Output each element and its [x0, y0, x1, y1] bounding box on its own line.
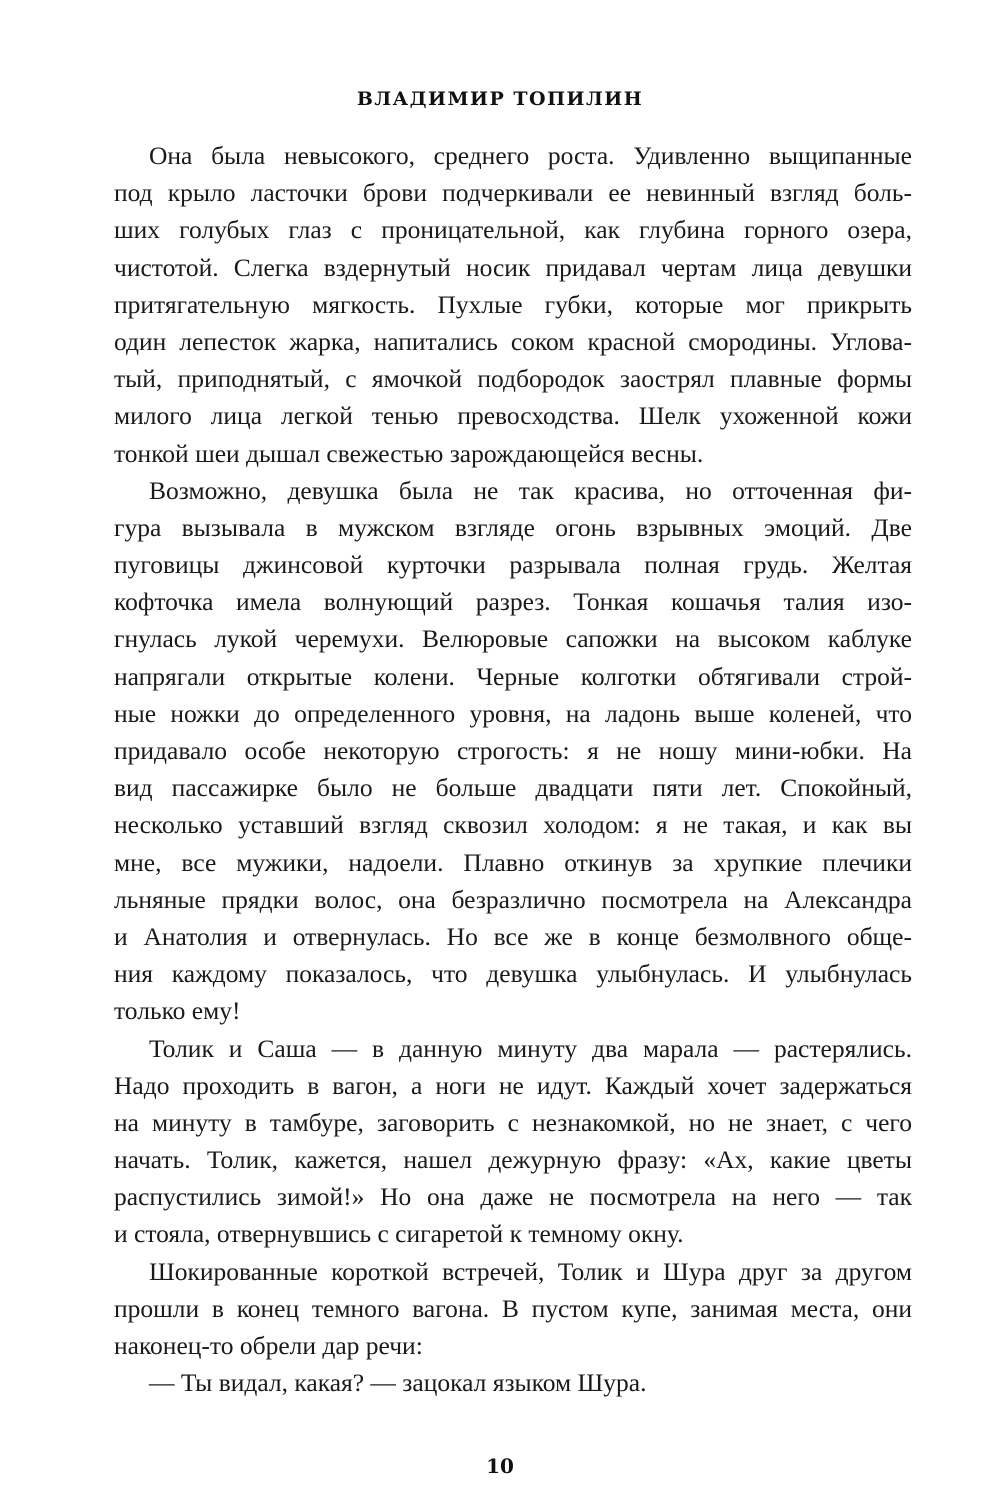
- text-line: ния каждому показалось, что девушка улыбнулась. И улыбнулась: [114, 959, 912, 989]
- text-line: тонкой шеи дышал свежестью зарождающейся весны.: [114, 438, 704, 468]
- paragraph: [114, 137, 912, 472]
- paragraph: [114, 1364, 912, 1401]
- text-line: Шокированные короткой встречей, Толик и Шура друг за другом: [149, 1256, 912, 1286]
- text-line: тый, приподнятый, с ямочкой подбородок заострял плавные формы: [114, 364, 912, 394]
- text-line: Надо проходить в вагон, а ноги не идут. Каждый хочет задержаться: [114, 1070, 912, 1100]
- body-text: [114, 137, 912, 1401]
- text-line: только ему!: [114, 996, 241, 1026]
- text-line: гнулась лукой черемухи. Велюровые сапожки на высоком каблуке: [114, 624, 912, 654]
- text-line: придавало особе некоторую строгость: я не ношу мини-юбки. На: [114, 736, 912, 765]
- text-line: льняные прядки волос, она безразлично посмотрела на Александра: [114, 884, 912, 914]
- text-line: притягательную мягкость. Пухлые губки, которые мог прикрыть: [114, 289, 912, 319]
- text-line: гура вызывала в мужском взгляде огонь взрывных эмоций. Две: [114, 512, 912, 542]
- paragraph: [114, 472, 912, 1030]
- text-line: чистотой. Слегка вздернутый носик придавал чертам лица девушки: [114, 252, 912, 282]
- text-line: напрягали открытые колени. Черные колготки обтягивали строй-: [114, 661, 912, 691]
- text-line: наконец-то обрели дар речи:: [114, 1331, 423, 1360]
- text-line: под крыло ласточки брови подчеркивали ее невинный взгляд боль-: [114, 178, 912, 208]
- text-line: Толик и Саша — в данную минуту два марала — растерялись.: [149, 1033, 912, 1063]
- text-line: и стояла, отвернувшись с сигаретой к темному окну.: [114, 1219, 684, 1249]
- paragraph: [114, 1030, 912, 1253]
- text-line: один лепесток жарка, напитались соком красной смородины. Углова-: [114, 326, 912, 356]
- text-line: вид пассажирке было не больше двадцати пяти лет. Спокойный,: [114, 773, 912, 803]
- text-line: кофточка имела волнующий разрез. Тонкая кошачья талия изо-: [114, 587, 912, 617]
- text-line: пуговицы джинсовой курточки разрывала полная грудь. Желтая: [114, 550, 912, 580]
- page-number: 10: [486, 1454, 514, 1478]
- text-line: мне, все мужики, надоели. Плавно откинув за хрупкие плечики: [114, 847, 912, 877]
- text-line: и Анатолия и отвернулась. Но все же в конце безмолвного обще-: [114, 921, 912, 951]
- running-title: ВЛАДИМИР ТОПИЛИН: [356, 88, 644, 110]
- text-line: милого лица легкой тенью превосходства. Шелк ухоженной кожи: [114, 401, 912, 431]
- text-line: ших голубых глаз с проницательной, как глубина горного озера,: [114, 215, 912, 245]
- text-line: — Ты видал, какая? — зацокал языком Шура.: [149, 1368, 647, 1398]
- text-line: начать. Толик, кажется, нашел дежурную фразу: «Ах, какие цветы: [114, 1145, 912, 1175]
- paragraph: [114, 1253, 912, 1365]
- text-line: Возможно, девушка была не так красива, но отточенная фи-: [149, 475, 912, 505]
- text-line: Она была невысокого, среднего роста. Удивленно выщипанные: [149, 141, 912, 170]
- text-line: распустились зимой!» Но она даже не посмотрела на него — так: [114, 1182, 912, 1212]
- text-line: на минуту в тамбуре, заговорить с незнакомкой, но не знает, с чего: [114, 1107, 912, 1137]
- text-line: ные ножки до определенного уровня, на ладонь выше коленей, что: [114, 698, 912, 728]
- text-line: прошли в конец темного вагона. В пустом купе, занимая места, они: [114, 1293, 912, 1323]
- text-line: несколько уставший взгляд сквозил холодом: я не такая, и как вы: [114, 810, 912, 840]
